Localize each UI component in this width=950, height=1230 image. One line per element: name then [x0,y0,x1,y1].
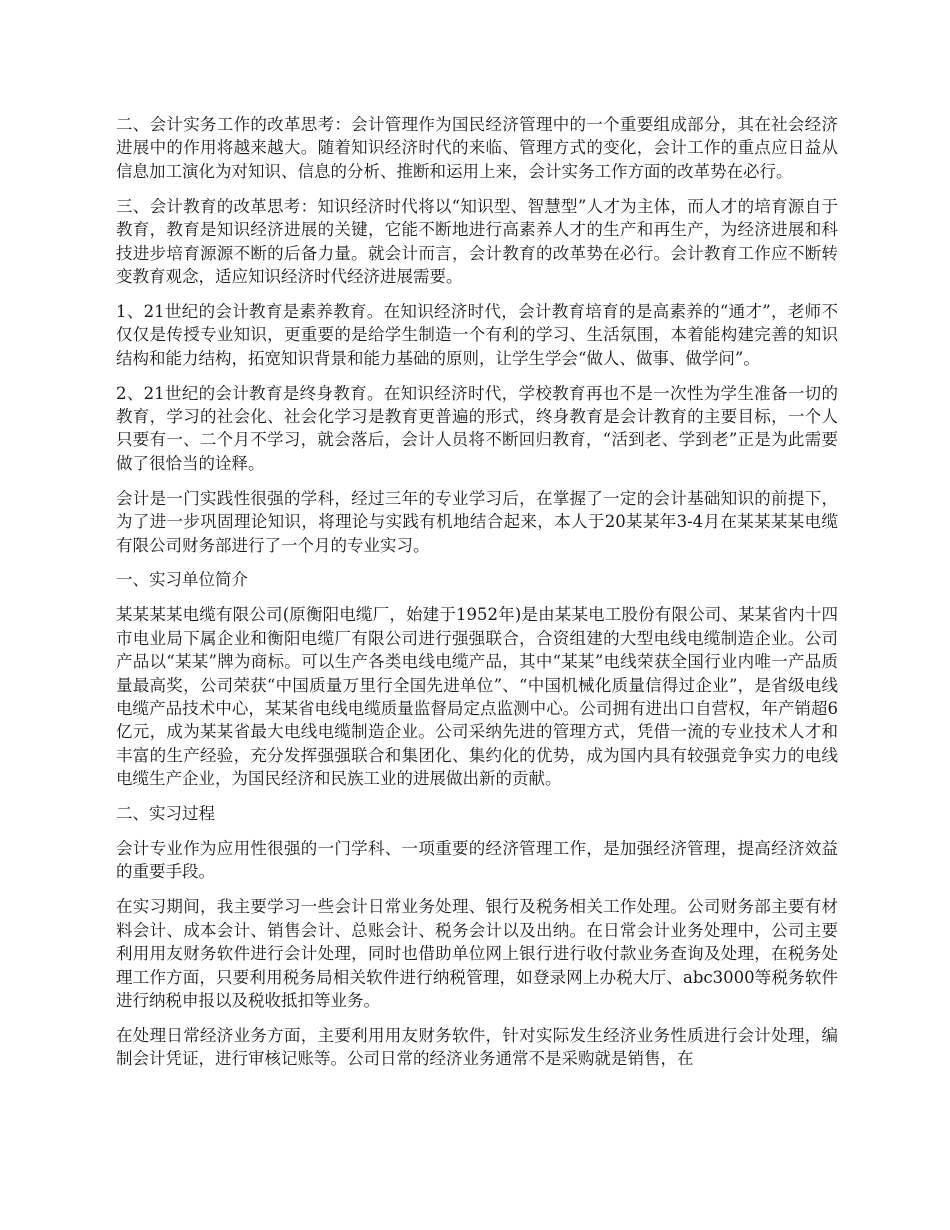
paragraph-accounting-practice-reform: 二、会计实务工作的改革思考：会计管理作为国民经济管理中的一个重要组成部分，其在社会经济进展中的作用将越来越大。随着知识经济时代的来临、管理方式的变化，会计工作的重点应日益从信息加工演化为对知识、信息的分析、推断和运用上来，会计实务工作方面的改革势在必行。 [116,115,838,181]
paragraph-quality-education: 1、21世纪的会计教育是素养教育。在知识经济时代，会计教育培育的是高素养的“通才”，老师不仅仅是传授专业知识，更重要的是给学生制造一个有利的学习、生活氛围，本着能构建完善的知识结构和能力结构，拓宽知识背景和能力基础的原则，让学生学会“做人、做事、做学问”。 [116,301,838,368]
paragraph-company-profile: 某某某某电缆有限公司(原衡阳电缆厂，始建于1952年)是由某某电工股份有限公司、某某省内十四市电业局下属企业和衡阳电缆厂有限公司进行强强联合，合资组建的大型电线电缆制造企业。公司产品以“某某”牌为商标。可以生产各类电线电缆产品，其中“某某”电线荣获全国行业内唯一产品质量最高奖，公司荣获“中国质量万里行全国先进单位”、“中国机械化质量信得过企业”，是省级电线电缆产品技术中心，某某省电线电缆质量监督局定点监测中心。公司拥有进出口自营权，年产销超6亿元，成为某某省最大电线电缆制造企业。公司采纳先进的管理方式，凭借一流的专业技术人才和丰富的生产经验，充分发挥强强联合和集团化、集约化的优势，成为国内具有较强竞争实力的电线电缆生产企业，为国民经济和民族工业的进展做出新的贡献。 [116,605,838,789]
paragraph-accounting-major: 会计专业作为应用性很强的一门学科、一项重要的经济管理工作，是加强经济管理，提高经济效益的重要手段。 [116,838,838,882]
paragraph-daily-business: 在处理日常经济业务方面，主要利用用友财务软件，针对实际发生经济业务性质进行会计处理，编制会计凭证，进行审核记账等。公司日常的经济业务通常不是采购就是销售，在 [116,1025,838,1069]
section-heading-company-profile: 一、实习单位简介 [116,570,248,590]
paragraph-accounting-education-reform: 三、会计教育的改革思考：知识经济时代将以“知识型、智慧型”人才为主体，而人才的培育源自于教育，教育是知识经济进展的关键，它能不断地进行高素养人才的生产和再生产，为经济进展和科技进步培育源源不断的后备力量。就会计而言，会计教育的改革势在必行。会计教育工作应不断转变教育观念，适应知识经济时代经济进展需要。 [116,196,838,286]
paragraph-lifelong-education: 2、21世纪的会计教育是终身教育。在知识经济时代，学校教育再也不是一次性为学生准备一切的教育，学习的社会化、社会化学习是教育更普遍的形式，终身教育是会计教育的主要目标，一个人只要有一、二个月不学习，就会落后，会计人员将不断回归教育，“活到老、学到老”正是为此需要做了很恰当的诠释。 [116,383,838,473]
paragraph-internship-intro: 会计是一门实践性很强的学科，经过三年的专业学习后，在掌握了一定的会计基础知识的前提下，为了进一步巩固理论知识，将理论与实践有机地结合起来，本人于20某某年3-4月在某某某某电缆有限公司财务部进行了一个月的专业实习。 [116,488,838,555]
paragraph-internship-work: 在实习期间，我主要学习一些会计日常业务处理、银行及税务相关工作处理。公司财务部主要有材料会计、成本会计、销售会计、总账会计、税务会计以及出纳。在日常会计业务处理中，公司主要利用用友财务软件进行会计处理，同时也借助单位网上银行进行收付款业务查询及处理，在税务处理工作方面，只要利用税务局相关软件进行纳税管理，如登录网上办税大厅、abc3000等税务软件进行纳税申报以及税收抵扣等业务。 [116,897,838,1010]
document-body [116,113,838,1082]
section-heading-internship-process: 二、实习过程 [116,804,215,824]
